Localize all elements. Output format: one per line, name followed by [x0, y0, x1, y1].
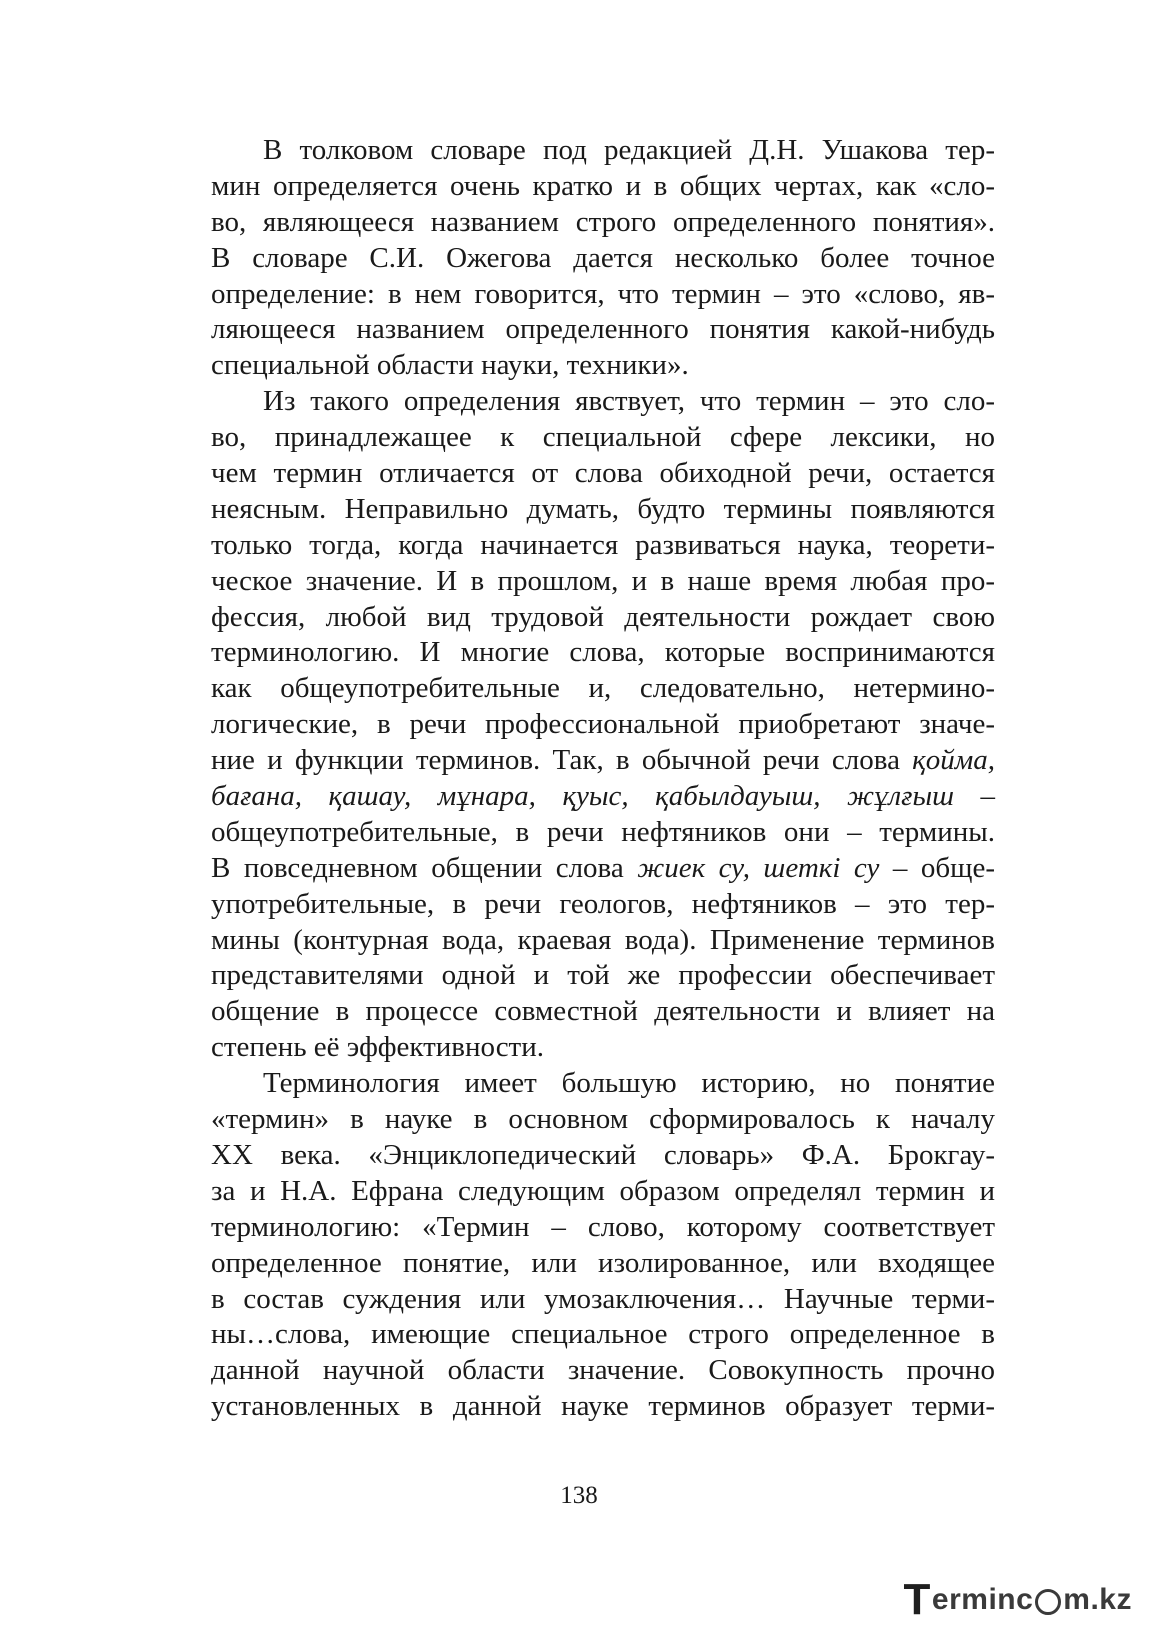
text-segment: фессия, любой вид трудовой деятельности рождает свою [211, 600, 995, 633]
text-line [211, 1174, 995, 1210]
text-segment: XX века. «Энциклопедический словарь» Ф.А. Брокгау- [211, 1138, 995, 1171]
paragraph [211, 133, 995, 384]
text-segment: логические, в речи профессиональной приобретают значе- [211, 708, 995, 741]
text-line [211, 133, 995, 169]
text-line [211, 635, 995, 671]
text-segment: мин определяется очень кратко и в общих чертах, как «сло- [211, 169, 995, 202]
text-segment: ческое значение. И в прошлом, и в наше время любая про- [211, 564, 995, 597]
text-segment: специальной области науки, техники». [211, 349, 689, 382]
text-line [211, 420, 995, 456]
magnifier-icon [1035, 1589, 1061, 1615]
text-line [211, 492, 995, 528]
text-line [211, 205, 995, 241]
paragraph [211, 1066, 995, 1425]
text-segment: ние и функции терминов. Так, в обычной речи слова [211, 744, 913, 777]
text-segment: степень её эффективности. [211, 1031, 545, 1064]
text-line [211, 169, 995, 205]
text-line [211, 779, 995, 815]
text-line [211, 1282, 995, 1318]
text-line [211, 923, 995, 959]
text-segment: ны…слова, имеющие специальное строго определенное в [211, 1318, 995, 1351]
watermark-text-part1: erminc [931, 1583, 1034, 1616]
text-segment: во, являющееся названием строго определенного понятия». [211, 205, 995, 238]
text-segment: Терминология имеет большую историю, но понятие [263, 1067, 995, 1100]
text-segment: ляющееся названием определенного понятия какой-нибудь [211, 313, 995, 346]
text-segment: употребительные, в речи геологов, нефтяников – это тер- [211, 887, 995, 920]
text-segment: мины (контурная вода, краевая вода). Применение терминов [211, 923, 995, 956]
text-segment: – [954, 780, 996, 813]
text-segment: представителями одной и той же профессии обеспечивает [211, 959, 995, 992]
text-segment: чем термин отличается от слова обиходной речи, остается [211, 457, 995, 490]
text-segment: определенное понятие, или изолированное, или входящее [211, 1246, 995, 1279]
italic-term: жиек су, шеткі су [637, 851, 880, 884]
watermark-text-part2: m.kz [1063, 1583, 1132, 1616]
text-line [211, 1138, 995, 1174]
text-segment: общеупотребительные, в речи нефтяников они – термины. [211, 815, 995, 848]
paragraph [211, 384, 995, 1066]
text-segment: во, принадлежащее к специальной сфере лексики, но [211, 421, 995, 454]
text-segment: определение: в нем говорится, что термин – это «слово, яв- [211, 277, 995, 310]
text-line [211, 887, 995, 923]
text-segment: «термин» в науке в основном сформировалось к началу [211, 1103, 995, 1136]
text-line [211, 1210, 995, 1246]
text-segment: – обще- [879, 851, 995, 884]
text-segment: В толковом словаре под редакцией Д.Н. Ушакова тер- [263, 134, 995, 166]
text-segment: терминологию. И многие слова, которые воспринимаются [211, 636, 995, 669]
text-line [211, 1317, 995, 1353]
text-line [211, 348, 995, 384]
watermark-initial: T [903, 1575, 931, 1624]
body-text [211, 133, 995, 1425]
text-line [211, 994, 995, 1030]
text-segment: неясным. Неправильно думать, будто термины появляются [211, 492, 995, 525]
text-segment: В повседневном общении слова [211, 851, 638, 884]
text-line [211, 1353, 995, 1389]
text-line [211, 312, 995, 348]
text-line [211, 241, 995, 277]
text-line [211, 384, 995, 420]
text-line [211, 958, 995, 994]
termincom-watermark-logo [903, 1575, 1132, 1624]
text-line [211, 815, 995, 851]
text-line [211, 528, 995, 564]
page-number: 138 [560, 1482, 598, 1509]
text-segment: Из такого определения явствует, что термин – это сло- [263, 385, 995, 418]
text-segment: за и Н.А. Ефрана следующим образом определял термин и [211, 1174, 995, 1207]
text-line [211, 277, 995, 313]
text-line [211, 1389, 995, 1425]
text-line [211, 1246, 995, 1282]
text-segment: общение в процессе совместной деятельности и влияет на [211, 995, 995, 1028]
text-line [211, 600, 995, 636]
text-segment: как общеупотребительные и, следовательно, нетермино- [211, 672, 995, 705]
text-segment: терминологию: «Термин – слово, которому соответствует [211, 1210, 995, 1243]
text-segment: только тогда, когда начинается развиваться наука, теорети- [211, 528, 995, 561]
text-line [211, 564, 995, 600]
text-line [211, 851, 995, 887]
text-line [211, 1030, 995, 1066]
italic-term: қойма, [912, 744, 995, 777]
text-line [211, 707, 995, 743]
text-segment: данной научной области значение. Совокупность прочно [211, 1354, 995, 1387]
text-line [211, 1102, 995, 1138]
text-line [211, 671, 995, 707]
text-line [211, 456, 995, 492]
text-segment: в состав суждения или умозаключения… Научные терми- [211, 1282, 995, 1315]
italic-term: бағана, қашау, мұнара, қуыс, қабылдауыш, жұлғыш [211, 780, 954, 813]
text-line [211, 743, 995, 779]
text-segment: установленных в данной науке терминов образует терми- [211, 1390, 995, 1423]
text-line [211, 1066, 995, 1102]
text-segment: В словаре С.И. Ожегова дается несколько более точное [211, 241, 995, 274]
